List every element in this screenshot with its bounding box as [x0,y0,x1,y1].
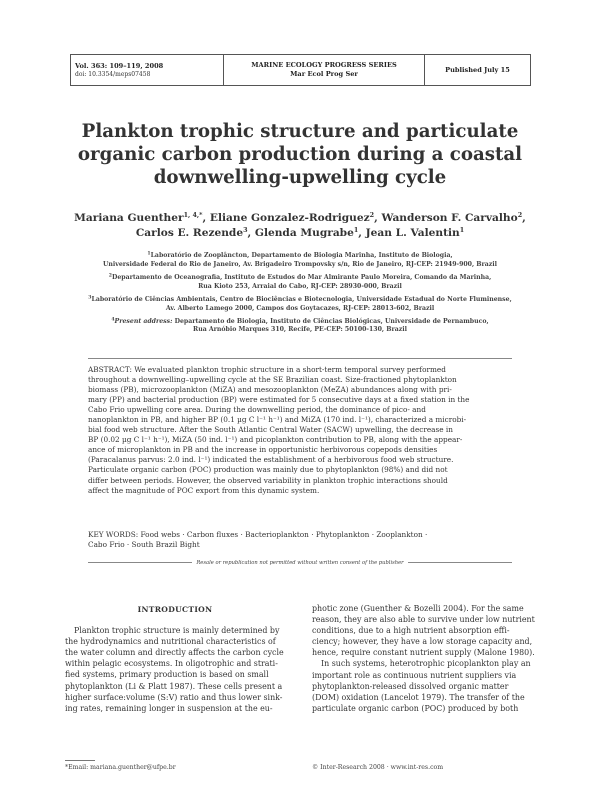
affiliation-text: Departamento de Biologia, Instituto de Ciências Biológicas, Universidade de Pernambuco, [172,317,489,325]
affiliation-line: Rua Arnóbio Marques 310, Recife, PE-CEP: 50100-130, Brazil [193,326,407,334]
body-line: important role as continuous nutrient suppliers via [312,670,517,680]
author-name: Mariana Guenther [74,212,184,224]
author-separator: , [522,212,526,224]
keywords-line: Cabo Frio · South Brazil Bight [88,540,200,550]
body-line: hence, require constant nutrient supply (Malone 1980). [312,648,535,658]
body-line: reason, they are also able to survive under low nutrient [312,615,535,625]
affiliation-text: Laboratório de Zooplâncton, Departamento de Biologia Marinha, Instituto de Biologia, [150,252,453,259]
author-name: Carlos E. Rezende [135,226,244,239]
body-line: the water column and directly affects the carbon cycle [65,648,284,658]
body-line: fied systems, primary production is based on small [65,670,269,680]
abstract-line: ABSTRACT: We evaluated plankton trophic structure in a short-term temporal survey performed [88,365,446,374]
affiliation-number: 3 [88,295,92,301]
abstract-line: Cabo Frio upwelling core area. During the downwelling period, the dominance of pico- and [88,405,426,415]
footnote-rule [65,760,95,761]
citation-cell [71,55,224,85]
affiliation-number: 2 [108,273,112,279]
affiliation-number: 1 [147,251,151,257]
affiliation [55,318,545,335]
reprint-note: Resale or republication not permitted without written consent of the publisher [196,559,404,566]
abstract-top-rule [88,358,512,359]
keywords [88,530,512,550]
body-line: within pelagic ecosystems. In oligotrophic and strati- [65,659,278,669]
abstract-line: Particulate organic carbon (POC) production was mainly due to phytoplankton (98%) and did not [88,465,448,475]
body-line: higher surface:volume (S:V) ratio and thus lower sink- [65,692,283,702]
affiliation [55,296,545,313]
author-affiliation-mark: 2 [369,211,375,219]
author-name: , Glenda Mugrabe [247,226,354,239]
rule-line [88,562,192,563]
abstract-line: BP (0.02 µg C l⁻¹ h⁻¹), MiZA (50 ind. l⁻¹) and picoplankton contribution to PB, along with the appear- [88,435,463,445]
body-line: ciency; however, they have a low storage capacity and, [312,637,533,647]
affiliation-line [55,318,545,327]
body-line: Plankton trophic structure is mainly determined by [74,626,280,636]
affiliation [55,274,545,291]
section-heading: INTRODUCTION [137,605,213,614]
author-name: , Jean L. Valentin [358,226,460,239]
abstract-line: throughout a downwelling–upwelling cycle at the SE Brazilian coast. Size-fractioned phytoplankton [88,375,457,385]
abstract-line: differ between periods. However, the observed variability in plankton trophic interactions should [88,475,448,485]
copyright-notice: © Inter-Research 2008 · www.int-res.com [312,764,444,771]
author-affiliation-mark: 1 [353,225,359,234]
affiliation-line [55,274,545,283]
abstract [88,365,512,496]
affiliation-line: Universidade Federal do Rio de Janeiro, Av. Brigadeiro Trompovsky s/n, Rio de Janeiro, RJ-CEP: 21949-900, Brazil [102,260,498,268]
abstract-line: mary (PP) and bacterial production (BP) were estimated for 5 consecutive days at a fixed station in the [88,395,470,405]
author-name: , Eliane Gonzalez-Rodriguez [202,212,370,224]
affiliation-line: Av. Alberto Lamego 2000, Campos dos Goytacazes, RJ-CEP: 28013-602, Brazil [165,304,435,312]
abstract-bottom-rule [88,560,512,565]
journal-abbreviation: Mar Ecol Prog Ser [290,70,358,78]
affiliation-text: Departamento de Oceanografia, Instituto de Estudos do Mar Almirante Paulo Moreira, Comando da Marinha, [111,273,492,281]
affiliation-list [55,252,545,340]
author-list [60,211,540,240]
affiliation [55,252,545,269]
abstract-line: biomass (PB), microzooplankton (MiZA) and mesozooplankton (MeZA) abundances along with pri- [88,385,452,395]
body-column-left [65,603,285,714]
body-line: particulate organic carbon (POC) produced by both [312,703,519,713]
abstract-line: nanoplankton in PB, and higher BP (0.1 µg C l⁻¹ h⁻¹) and MiZA (170 ind. l⁻¹), characterized a microbi- [88,415,467,425]
body-line: photic zone (Guenther & Bozelli 2004). For the same [312,604,524,613]
journal-header [70,54,531,86]
journal-cell [224,55,425,85]
body-line: ing rates, remaining longer in suspension at the eu- [65,703,273,713]
keywords-line: KEY WORDS: Food webs · Carbon fluxes · Bacterioplankton · Phytoplankton · Zooplankton · [88,530,428,539]
affiliation-line [55,296,545,305]
published-date: Published July 15 [445,65,510,74]
affiliation-line: Rua Kioto 253, Arraial do Cabo, RJ-CEP: 28930-000, Brazil [198,282,402,290]
author-affiliation-mark: 1 [459,225,465,234]
published-cell [425,55,530,85]
body-line: phytoplankton-released dissolved organic matter [312,681,509,691]
abstract-line: (Paracalanus parvus: 2.0 ind. l⁻¹) indicated the establishment of a herbivorous food web structure. [88,455,454,465]
author-affiliation-mark: 2 [517,211,523,219]
affiliation-number: 4 [111,317,115,323]
journal-name: MARINE ECOLOGY PROGRESS SERIES [251,61,397,69]
doi[interactable]: doi: 10.3354/meps07458 [75,70,151,78]
author-line [60,226,540,241]
title-line: downwelling-upwelling cycle [153,167,447,188]
body-line: (DOM) oxidation (Lancelot 1979). The transfer of the [312,692,525,702]
abstract-line: bial food web structure. After the South Atlantic Central Water (SACW) upwelling, the decrease in [88,425,453,435]
article-title [60,120,540,189]
corresponding-email[interactable]: *Email: mariana.guenther@ufpe.br [65,764,176,771]
body-line: conditions, due to a high nutrient absorption effi- [312,626,510,636]
author-name: , Wanderson F. Carvalho [374,212,518,224]
abstract-line: ance of microplankton in PB and the increase in opportunistic herbivorous copepods densities [88,445,438,455]
affiliation-line [55,252,545,261]
title-line: organic carbon production during a coastal [77,144,523,165]
author-line [60,211,540,226]
author-affiliation-mark: 1, 4,* [183,211,203,219]
body-line: the hydrodynamics and nutritional characteristics of [65,637,276,647]
author-affiliation-mark: 3 [243,225,248,234]
abstract-line: affect the magnitude of POC export from this dynamic system. [88,485,320,495]
volume-info: Vol. 363: 109–119, 2008 [75,61,164,70]
body-column-right [312,603,537,714]
present-address-label: Present address: [114,317,173,325]
affiliation-text: Laboratório de Ciências Ambientais, Centro de Biociências e Biotecnologia, Universidade Estadual do Norte Fluminense, [91,295,512,303]
body-line: phytoplankton (Li & Platt 1987). These cells present a [65,681,283,691]
body-line: In such systems, heterotrophic picoplankton play an [321,659,531,669]
rule-line [408,562,512,563]
title-line: Plankton trophic structure and particulate [81,121,519,142]
